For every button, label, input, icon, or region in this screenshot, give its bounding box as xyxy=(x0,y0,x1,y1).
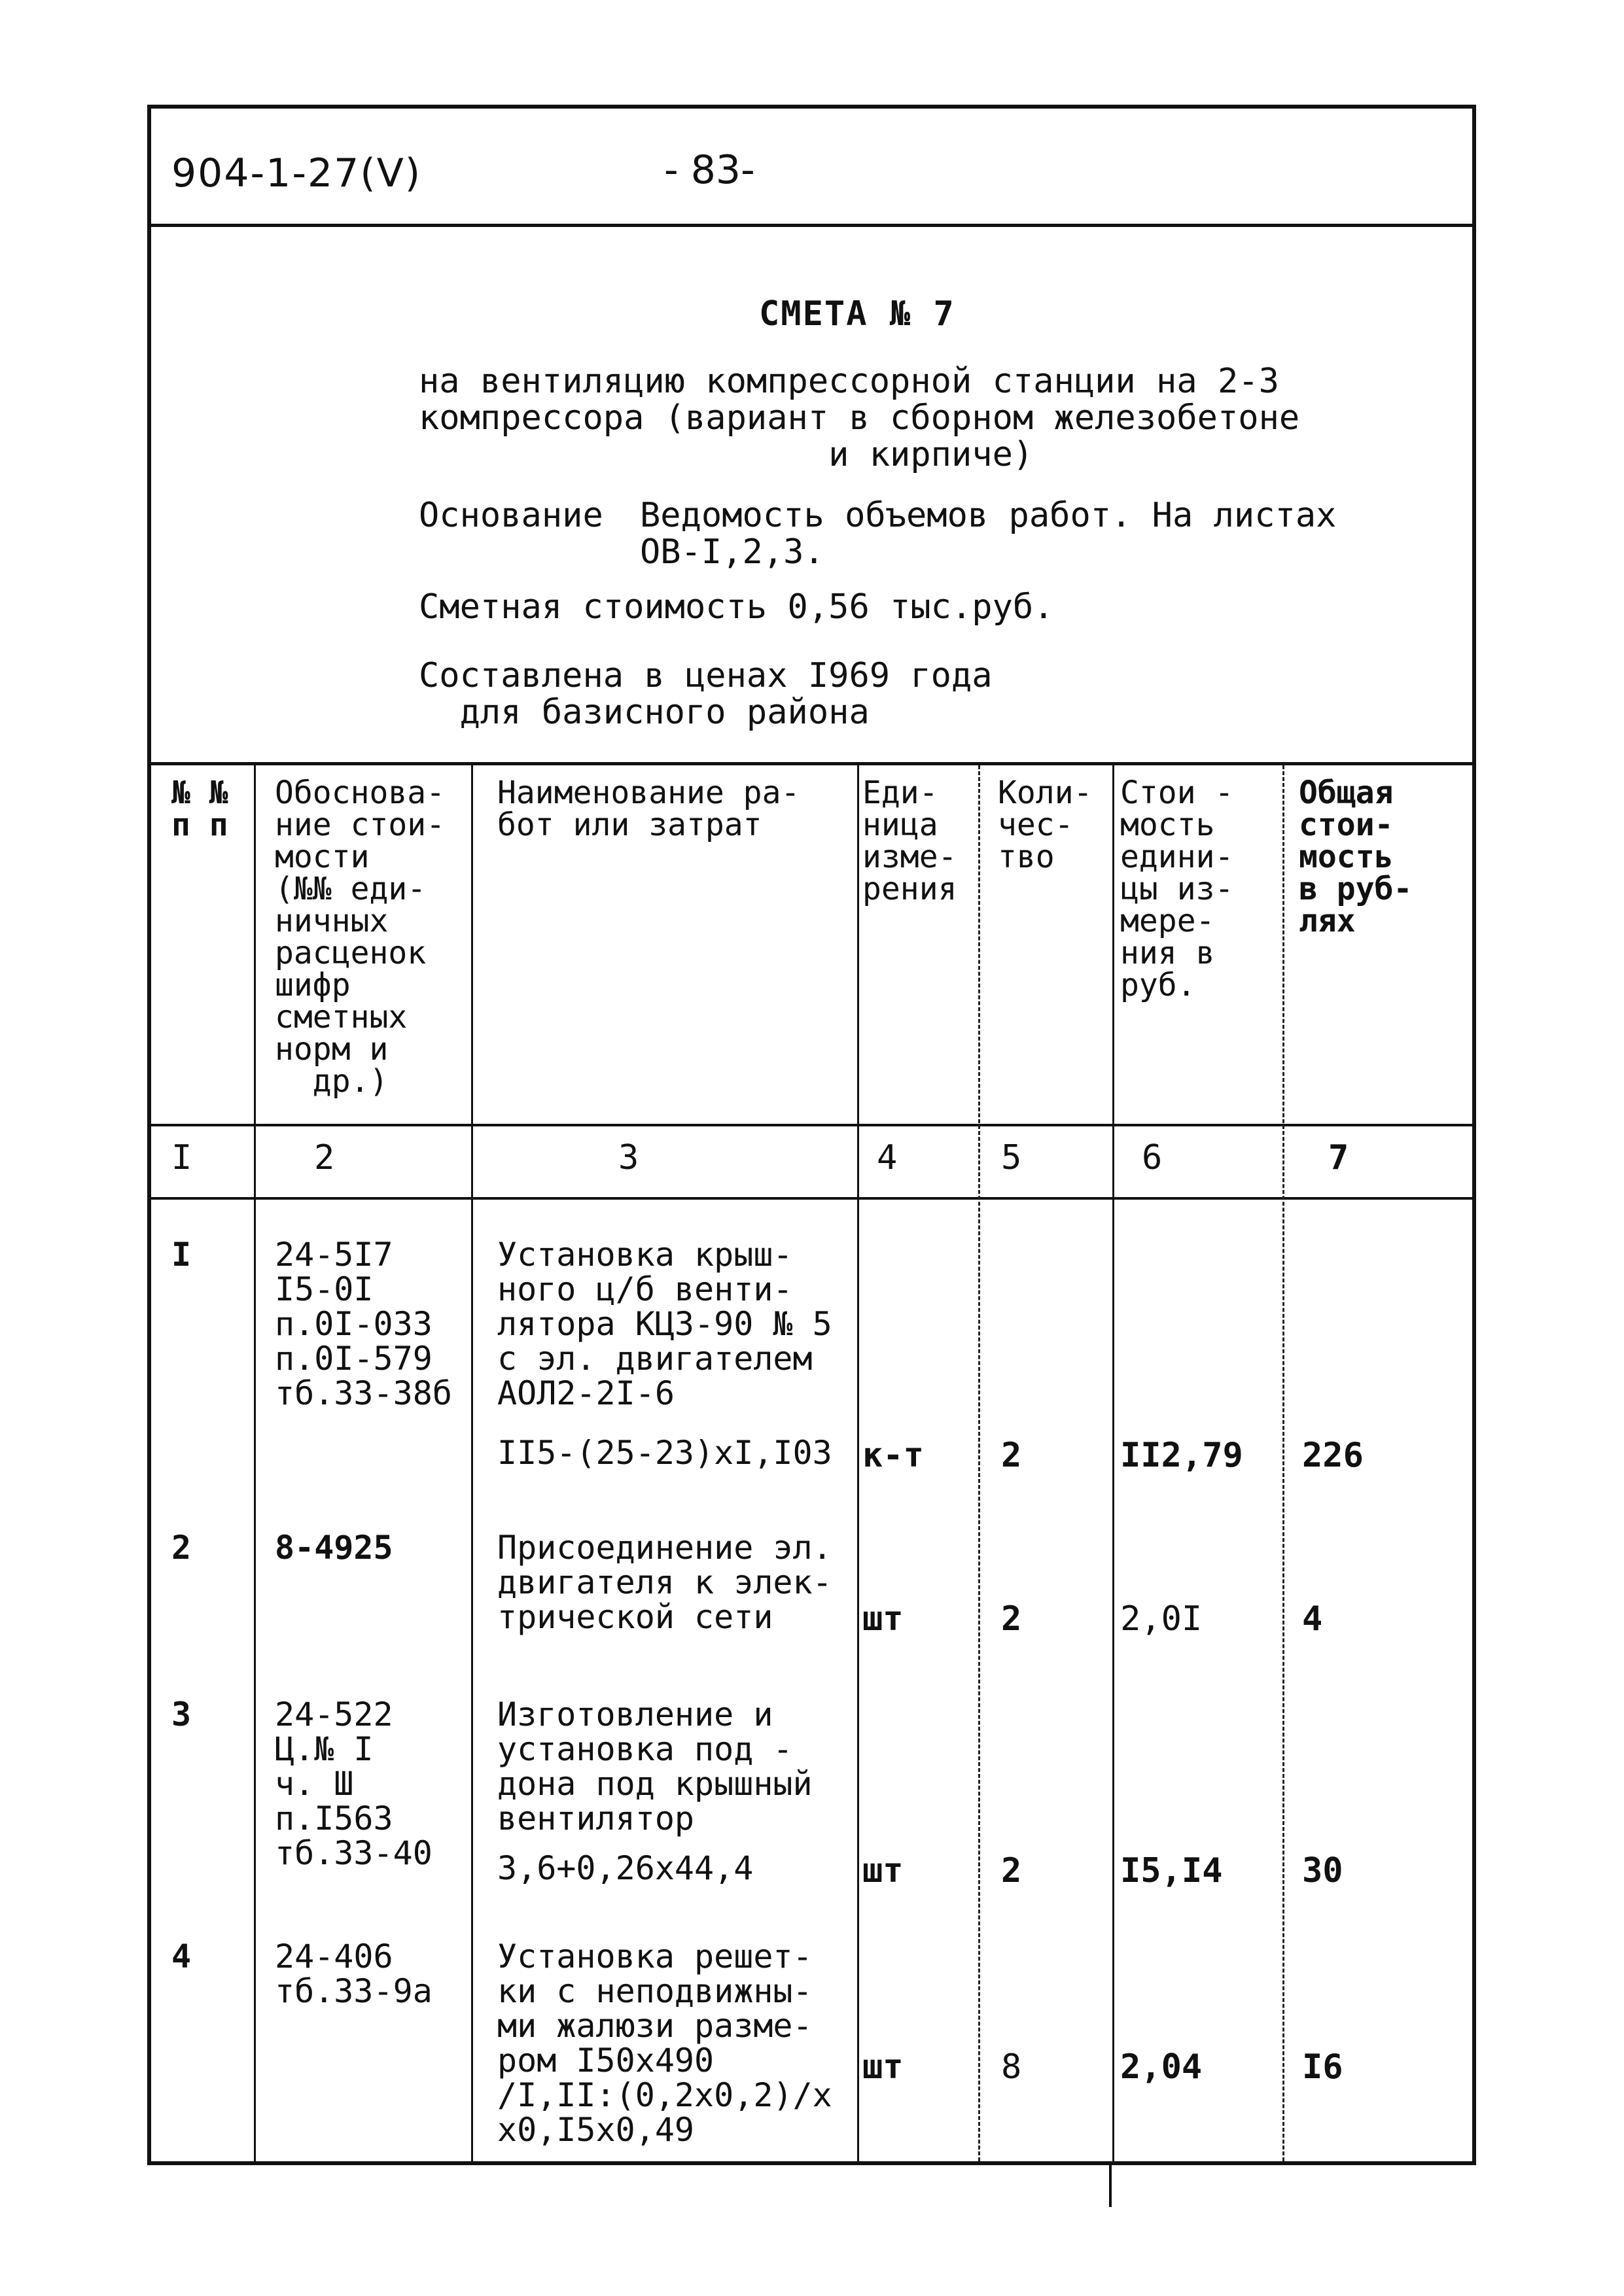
estimate-title: СМЕТА № 7 xyxy=(759,294,955,334)
col-sep-1 xyxy=(254,765,256,2161)
basis-text: Ведомость объемов работ. На листах ОВ-I,2,3. xyxy=(640,496,1337,572)
header-unit-cost: Стои - мость едини- цы из- мере- ния в руб. xyxy=(1120,774,1234,1003)
col-sep-6 xyxy=(1282,765,1284,2161)
row3-unit: шт xyxy=(862,1851,904,1890)
colnum-1: I xyxy=(171,1138,192,1177)
header-num: № № п п xyxy=(171,774,228,843)
col-sep-2 xyxy=(471,765,473,2161)
page-number: - 83- xyxy=(664,147,755,193)
row4-qty: 8 xyxy=(1001,2047,1022,2087)
row4-basis: 24-406 тб.33-9а xyxy=(275,1938,432,2010)
colnum-3: 3 xyxy=(618,1138,639,1177)
row1-unit: к-т xyxy=(862,1436,924,1475)
row1-total: 226 xyxy=(1302,1436,1364,1475)
row1-formula: II5-(25-23)xI,I03 xyxy=(497,1434,832,1472)
row3-total: 30 xyxy=(1302,1851,1343,1890)
basis-label: Основание xyxy=(419,496,603,535)
frame-right-line xyxy=(1472,105,1476,2165)
row1-unit-cost: II2,79 xyxy=(1120,1436,1243,1475)
colnum-5: 5 xyxy=(1001,1138,1022,1177)
row2-num: 2 xyxy=(171,1529,192,1567)
header-total: Общая стои- мость в руб- лях xyxy=(1299,774,1413,939)
row3-basis: 24-522 Ц.№ I ч. Ш п.I563 тб.33-40 xyxy=(275,1696,432,1872)
row2-total: 4 xyxy=(1302,1599,1323,1639)
row2-unit-cost: 2,0I xyxy=(1120,1599,1203,1639)
row1-qty: 2 xyxy=(1001,1436,1022,1475)
header-divider-line xyxy=(147,224,1475,227)
row2-basis: 8-4925 xyxy=(275,1529,393,1567)
frame-bottom-line xyxy=(147,2161,1475,2165)
estimate-subject: на вентиляцию компрессорной станции на 2-3 компрессора (вариант в сборном железобетоне и кирпиче) xyxy=(419,362,1300,474)
header-qty: Коли- чес- тво xyxy=(998,774,1093,875)
header-basis: Обоснова- ние стои- мости (№№ еди- ничных расценок шифр сметных норм и др.) xyxy=(275,774,446,1100)
row4-unit-cost: 2,04 xyxy=(1120,2047,1203,2087)
frame-left-line xyxy=(147,105,151,2165)
row4-total: I6 xyxy=(1302,2047,1343,2087)
row2-name: Присоединение эл. двигателя к элек- трической сети xyxy=(497,1529,832,1636)
row3-num: 3 xyxy=(171,1696,192,1733)
row1-name: Установка крыш- ного ц/б венти- лятора КЦЗ-90 № 5 с эл. двигателем АОЛ2-2I-6 xyxy=(497,1236,832,1412)
colnum-top-line xyxy=(147,1124,1475,1126)
row4-num: 4 xyxy=(171,1938,192,1975)
col-sep-3 xyxy=(857,765,859,2161)
table-top-line xyxy=(147,762,1475,765)
row1-num: I xyxy=(171,1236,192,1274)
row2-unit: шт xyxy=(862,1599,904,1639)
colnum-6: 6 xyxy=(1142,1138,1163,1177)
header-name: Наименование ра- бот или затрат xyxy=(497,774,800,843)
col-sep-5 xyxy=(1112,765,1114,2161)
row1-basis: 24-5I7 I5-0I п.0I-033 п.0I-579 тб.33-38б xyxy=(275,1236,452,1412)
colnum-4: 4 xyxy=(877,1138,898,1177)
row3-qty: 2 xyxy=(1001,1851,1022,1890)
colnum-2: 2 xyxy=(314,1138,335,1177)
row3-formula: 3,6+0,26x44,4 xyxy=(497,1849,754,1887)
col-sep-4 xyxy=(978,765,980,2161)
frame-top-line xyxy=(147,105,1475,109)
bottom-tail-line xyxy=(1109,2161,1112,2207)
estimated-cost: Сметная стоимость 0,56 тыс.руб. xyxy=(419,587,1054,627)
row4-unit: шт xyxy=(862,2047,904,2087)
row3-name: Изготовление и установка под - дона под крышный вентилятор xyxy=(497,1696,813,1837)
document-code: 904-1-27(V) xyxy=(171,150,422,196)
row3-unit-cost: I5,I4 xyxy=(1120,1851,1223,1890)
colnum-7: 7 xyxy=(1328,1138,1349,1177)
row4-name: Установка решет- ки с неподвижны- ми жалюзи разме- ром I50x490 /I,II:(0,2x0,2)/x x0,I5x0,49 xyxy=(497,1938,832,2149)
row2-qty: 2 xyxy=(1001,1599,1022,1639)
header-unit: Еди- ница изме- рения xyxy=(862,774,957,907)
colnum-bottom-line xyxy=(147,1197,1475,1200)
prices-note: Составлена в ценах I969 года для базисного района xyxy=(419,656,993,732)
